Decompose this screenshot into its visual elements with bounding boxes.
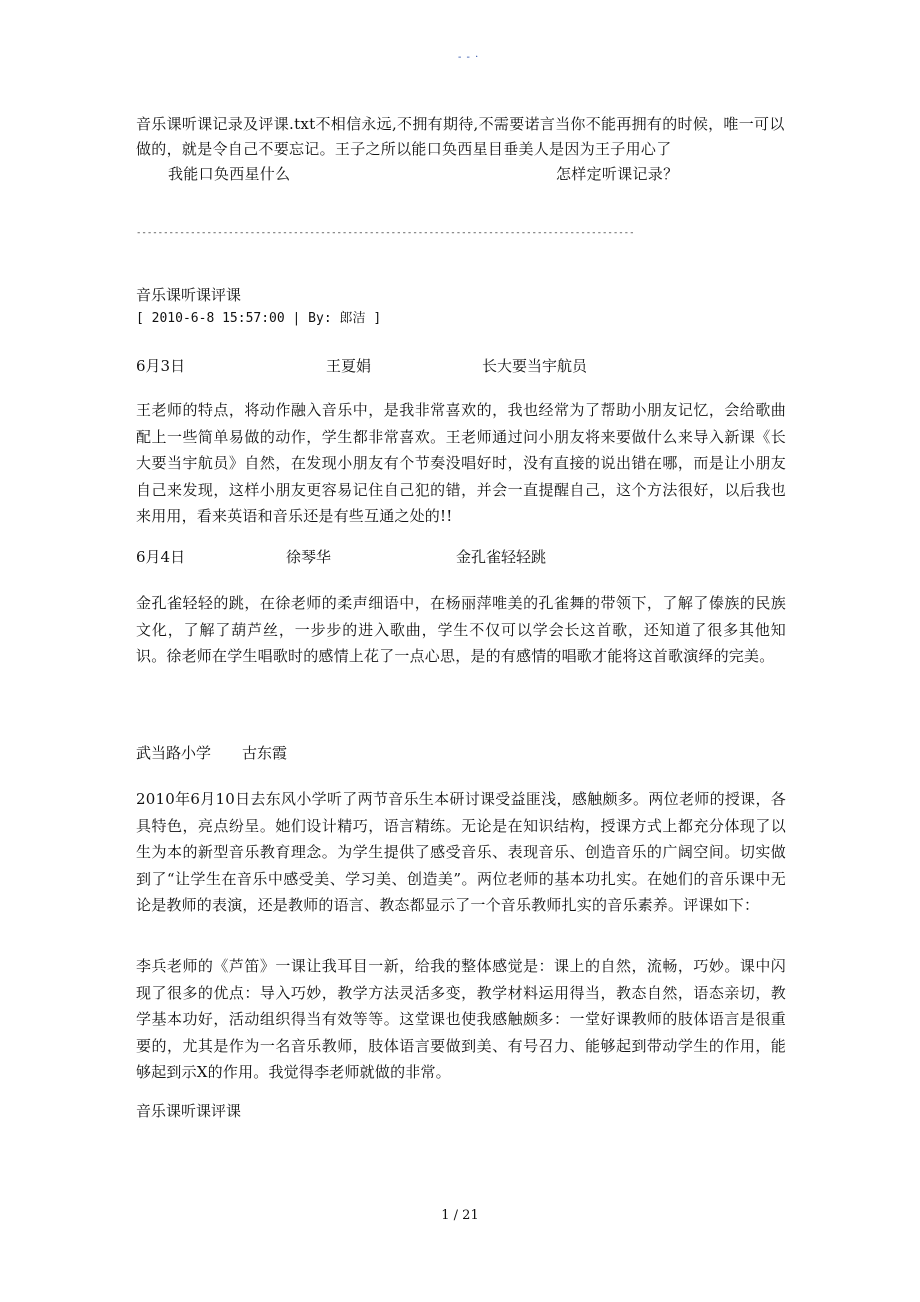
entry2-text: 金孔雀轻轻的跳，在徐老师的柔声细语中，在杨丽萍唯美的孔雀舞的带领下，了解了傣族的民族文化，了解了葫芦丝，一步步的进入歌曲，学生不仅可以学会长这首歌，还知道了很多其他知识。徐老师在学生唱歌时的感情上花了一点心思，是的有感情的唱歌才能将这首歌演绎的完美。 xyxy=(136,594,786,665)
intro-text: 音乐课听课记录及评课.txt不相信永远,不拥有期待,不需要诺言当你不能再拥有的时候，唯一可以做的，就是令自己不要忘记。王子之所以能口奂西星目垂美人是因为王子用心了 xyxy=(136,115,785,158)
article2-paragraph-1: 2010年6月10日去东风小学听了两节音乐生本研讨课受益匪浅，感触颇多。两位老师的授课，各具特色，亮点纷呈。她们设计精巧，语言精练。无论是在知识结构，授课方式上都充分体现了以生为本的新型音乐教育理念。为学生提供了感受音乐、表现音乐、创造音乐的广阔空间。切实做到了“让学生在音乐中感受美、学习美、创造美”。两位老师的基本功扎实。在她们的音乐课中无论是教师的表演，还是教师的语言、教态都显示了一个音乐教师扎实的音乐素养。评课如下： xyxy=(136,790,786,914)
intro-line3 xyxy=(136,162,786,187)
entry2-date: 6月4日 xyxy=(136,548,186,566)
entry1-date: 6月3日 xyxy=(136,357,186,375)
page-number: 1 / 21 xyxy=(441,1208,479,1223)
article2-school: 武当路小学 xyxy=(136,744,212,762)
intro-line3-right: 怎样定听课记录？ xyxy=(556,165,679,183)
entry1-teacher: 王夏娟 xyxy=(326,357,372,375)
intro-block xyxy=(136,112,786,187)
article1-title: 音乐课听课评课 xyxy=(136,286,242,304)
entry1-text: 王老师的特点，将动作融入音乐中，是我非常喜欢的，我也经常为了帮助小朋友记忆，会给歌曲配上一些简单易做的动作，学生都非常喜欢。王老师通过问小朋友将来要做什么来导入新课《长大要当宇航员》自然，在发现小朋友有个节奏没唱好时，没有直接的说出错在哪，而是让小朋友自己来发现，这样小朋友更容易记住自己犯的错，并会一直提醒自己，这个方法很好，以后我也来用用，看来英语和音乐还是有些互通之处的!! xyxy=(136,401,786,525)
article1-meta: [ 2010-6-8 15:57:00 | By: 郎洁 ] xyxy=(136,311,382,326)
intro-line3-left: 我能口奂西星什么 xyxy=(168,165,291,183)
header-mark: - - · xyxy=(458,52,480,63)
article2-paragraph-2: 李兵老师的《芦笛》一课让我耳目一新，给我的整体感觉是：课上的自然，流畅，巧妙。课中闪现了很多的优点：导入巧妙，教学方法灵活多变，教学材料运用得当，教态自然，语态亲切，教学基本功好，活动组织得当有效等等。这堂课也使我感触颇多：一堂好课教师的肢体语言是很重要的，尤其是作为一名音乐教师，肢体语言要做到美、有号召力、能够起到带动学生的作用，能够起到示X的作用。我觉得李老师就做的非常。 xyxy=(136,957,786,1081)
dashed-divider: -------------------------------------------------------------------------------------------- xyxy=(136,228,635,238)
entry2-lesson: 金孔雀轻轻跳 xyxy=(456,548,547,566)
section3-title: 音乐课听课评课 xyxy=(136,1102,242,1120)
entry2-teacher: 徐琴华 xyxy=(286,548,332,566)
entry1-lesson: 长大要当宇航员 xyxy=(482,357,588,375)
article2-author: 古东霞 xyxy=(242,744,288,762)
